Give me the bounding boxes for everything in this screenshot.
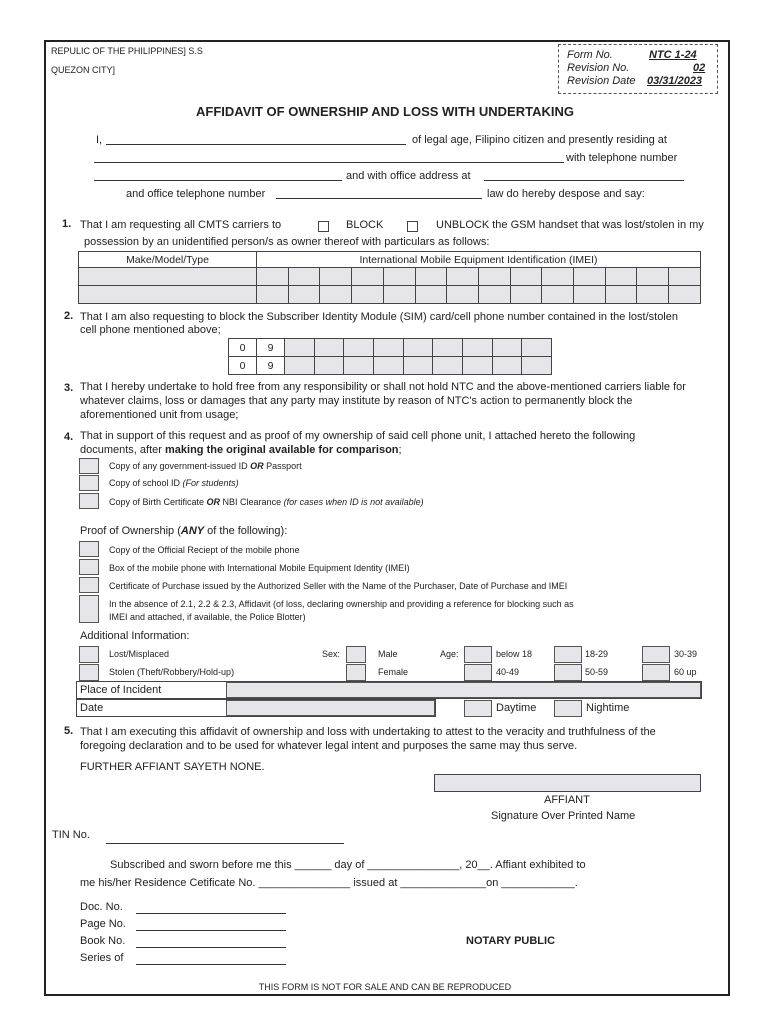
sim-digit-fixed: 0 <box>229 339 257 357</box>
unblock-label: UNBLOCK the GSM handset that was lost/stolen in my <box>436 219 704 231</box>
imei-digit-cell[interactable] <box>415 268 447 286</box>
proof-certificate-checkbox[interactable] <box>79 577 99 593</box>
intro-telephone: with telephone number <box>566 152 678 164</box>
sim-digit-cell[interactable] <box>522 339 552 357</box>
doc-gov-id-checkbox[interactable] <box>79 458 99 474</box>
doc-school-id-checkbox[interactable] <box>79 475 99 491</box>
sim-digit-cell[interactable] <box>462 339 492 357</box>
doc-gov-id-label: Copy of any government-issued ID OR Passport <box>109 461 302 471</box>
doc-birth-cert-label: Copy of Birth Certificate OR NBI Clearance (for cases when ID is not available) <box>109 497 424 507</box>
imei-digit-cell[interactable] <box>320 286 352 304</box>
sim-digit-cell[interactable] <box>403 357 433 375</box>
office-telephone-field[interactable] <box>276 198 482 199</box>
age-label: Age: <box>440 649 459 659</box>
page-no-field[interactable] <box>136 930 286 931</box>
section-1-text-a: That I am requesting all CMTS carriers to <box>80 219 282 231</box>
tin-label: TIN No. <box>52 829 90 841</box>
imei-digit-cell[interactable] <box>478 268 510 286</box>
section-1-number: 1. <box>62 218 72 230</box>
imei-digit-cell[interactable] <box>288 268 320 286</box>
section-3-text-a: That I hereby undertake to hold free from any responsibility or shall not hold NTC and the above-mentioned carriers liable for <box>80 381 686 393</box>
sim-digit-cell[interactable] <box>344 357 374 375</box>
nighttime-label: Nightime <box>586 702 630 714</box>
sim-digit-cell[interactable] <box>373 357 403 375</box>
imei-digit-cell[interactable] <box>447 268 479 286</box>
make-model-cell[interactable] <box>79 286 257 304</box>
proof-box-checkbox[interactable] <box>79 559 99 575</box>
block-checkbox[interactable] <box>318 221 329 232</box>
age-50-59-checkbox[interactable] <box>554 664 582 681</box>
proof-receipt-label: Copy of the Official Reciept of the mobile phone <box>109 545 300 555</box>
section-2-text-b: cell phone mentioned above; <box>80 324 221 336</box>
imei-digit-cell[interactable] <box>637 286 669 304</box>
series-of-label: Series of <box>80 952 124 964</box>
imei-digit-cell[interactable] <box>383 286 415 304</box>
daytime-checkbox[interactable] <box>464 700 492 717</box>
age-60-up-label: 60 up <box>674 667 697 677</box>
proof-receipt-checkbox[interactable] <box>79 541 99 557</box>
book-no-label: Book No. <box>80 935 126 947</box>
sim-digit-cell[interactable] <box>492 357 522 375</box>
imei-digit-cell[interactable] <box>669 286 701 304</box>
stolen-label: Stolen (Theft/Robbery/Hold-up) <box>109 667 235 677</box>
form-border <box>44 40 730 996</box>
book-no-field[interactable] <box>136 947 286 948</box>
age-below-18-label: below 18 <box>496 649 533 659</box>
female-label: Female <box>378 667 409 677</box>
imei-digit-cell[interactable] <box>257 286 289 304</box>
sim-digit-fixed: 0 <box>229 357 257 375</box>
date-input[interactable] <box>226 700 435 716</box>
signature-caption: Signature Over Printed Name <box>491 810 636 822</box>
imei-digit-cell[interactable] <box>352 286 384 304</box>
block-label: BLOCK <box>346 219 384 231</box>
affiant-label: AFFIANT <box>544 794 590 806</box>
female-checkbox[interactable] <box>346 664 366 681</box>
section-5-text-a: That I am executing this affidavit of ownership and loss with undertaking to attest to the veracity and truthfulness of the <box>80 726 656 738</box>
section-5-number: 5. <box>64 725 74 737</box>
section-5-text-b: foregoing declaration and to be used for whatever legal intent and purposes the same may thus serve. <box>80 740 578 752</box>
daytime-label: Daytime <box>496 702 537 714</box>
page-no-label: Page No. <box>80 918 126 930</box>
sworn-text-a: Subscribed and sworn before me this ______ day of _______________, 20__. Affiant exhibited to <box>110 859 586 871</box>
document-title: AFFIDAVIT OF OWNERSHIP AND LOSS WITH UNDERTAKING <box>196 104 574 119</box>
place-of-incident-label: Place of Incident <box>80 684 162 696</box>
sim-digit-cell[interactable] <box>522 357 552 375</box>
office-address-field[interactable] <box>484 180 684 181</box>
sim-digit-cell[interactable] <box>314 357 344 375</box>
make-model-header: Make/Model/Type <box>79 252 257 268</box>
doc-no-label: Doc. No. <box>80 901 123 913</box>
imei-row <box>79 286 701 304</box>
age-18-29-label: 18-29 <box>585 649 609 659</box>
imei-digit-cell[interactable] <box>605 268 637 286</box>
sim-digit-fixed: 9 <box>257 357 285 375</box>
imei-digit-cell[interactable] <box>542 268 574 286</box>
age-40-49-checkbox[interactable] <box>464 664 492 681</box>
place-of-incident-input[interactable] <box>226 682 701 698</box>
imei-digit-cell[interactable] <box>510 286 542 304</box>
intro-office-address: and with office address at <box>346 170 471 182</box>
proof-box-label: Box of the mobile phone with International Mobile Equipment Identity (IMEI) <box>109 563 410 573</box>
imei-digit-cell[interactable] <box>574 286 606 304</box>
imei-digit-cell[interactable] <box>574 268 606 286</box>
proof-certificate-label: Certificate of Purchase issued by the Authorized Seller with the Name of the Purchaser, Date of Purchase and IMEI <box>109 581 568 591</box>
proof-of-ownership-label: Proof of Ownership (ANY of the following): <box>80 525 288 537</box>
section-4-text-b: documents, after making the original available for comparison; <box>80 444 402 456</box>
male-checkbox[interactable] <box>346 646 366 663</box>
make-model-cell[interactable] <box>79 268 257 286</box>
doc-birth-cert-checkbox[interactable] <box>79 493 99 509</box>
section-2-text-a: That I am also requesting to block the Subscriber Identity Module (SIM) card/cell phone number contained in the lost/stolen <box>80 311 678 323</box>
proof-affidavit-checkbox[interactable] <box>79 595 99 623</box>
intro-i: I, <box>96 134 103 146</box>
form-no-label: Form No. <box>567 49 613 61</box>
address-field[interactable] <box>94 162 564 163</box>
revision-date-value: 03/31/2023 <box>647 75 703 87</box>
affiant-signature-input[interactable] <box>434 774 701 792</box>
name-field[interactable] <box>106 144 406 145</box>
section-3-text-b: whatever claims, loss or damages that any party may institute by reason of NTC's action to permanently block the <box>80 395 633 407</box>
age-30-39-label: 30-39 <box>674 649 698 659</box>
imei-digit-cell[interactable] <box>257 268 289 286</box>
unblock-checkbox[interactable] <box>407 221 418 232</box>
sim-digit-cell[interactable] <box>373 339 403 357</box>
nighttime-checkbox[interactable] <box>554 700 582 717</box>
series-of-field[interactable] <box>136 964 286 965</box>
intro-residing: of legal age, Filipino citizen and presently residing at <box>412 134 667 146</box>
further-affiant: FURTHER AFFIANT SAYETH NONE. <box>80 761 265 773</box>
section-4-number: 4. <box>64 431 74 443</box>
telephone-field[interactable] <box>94 180 342 181</box>
sim-number-table <box>228 338 552 375</box>
footer-note: THIS FORM IS NOT FOR SALE AND CAN BE REPRODUCED <box>258 982 512 992</box>
section-3-number: 3. <box>64 382 74 394</box>
sim-digit-cell[interactable] <box>344 339 374 357</box>
imei-digit-cell[interactable] <box>669 268 701 286</box>
age-18-29-checkbox[interactable] <box>554 646 582 663</box>
imei-digit-cell[interactable] <box>415 286 447 304</box>
intro-depose: law do hereby despose and say: <box>487 188 645 200</box>
imei-digit-cell[interactable] <box>383 268 415 286</box>
sim-digit-cell[interactable] <box>492 339 522 357</box>
doc-no-field[interactable] <box>136 913 286 914</box>
age-60-up-checkbox[interactable] <box>642 664 670 681</box>
sim-digit-cell[interactable] <box>285 357 315 375</box>
tin-field[interactable] <box>106 843 344 844</box>
section-1-text-b: possession by an unidentified person/s as owner thereof with particulars as follows: <box>84 236 490 248</box>
imei-digit-cell[interactable] <box>637 268 669 286</box>
lost-label: Lost/Misplaced <box>109 649 170 659</box>
city-header: QUEZON CITY] <box>51 65 116 75</box>
age-below-18-checkbox[interactable] <box>464 646 492 663</box>
imei-digit-cell[interactable] <box>352 268 384 286</box>
doc-school-id-label: Copy of school ID (For students) <box>109 478 239 488</box>
imei-digit-cell[interactable] <box>447 286 479 304</box>
section-2-number: 2. <box>64 310 74 322</box>
sex-label: Sex: <box>322 649 341 659</box>
age-30-39-checkbox[interactable] <box>642 646 670 663</box>
form-info-box <box>558 44 718 94</box>
imei-digit-cell[interactable] <box>542 286 574 304</box>
sim-digit-cell[interactable] <box>285 339 315 357</box>
stolen-checkbox[interactable] <box>79 664 99 681</box>
proof-affidavit-label-b: IMEI and attached, if available, the Police Blotter) <box>109 612 306 622</box>
imei-table <box>78 251 701 304</box>
age-50-59-label: 50-59 <box>585 667 609 677</box>
notary-public-label: NOTARY PUBLIC <box>466 935 556 947</box>
additional-info-label: Additional Information: <box>80 630 190 642</box>
revision-date-label: Revision Date <box>567 75 636 87</box>
sworn-text-b: me his/her Residence Cetificate No. _______________ issued at ______________on ____________. <box>80 877 578 889</box>
sim-digit-cell[interactable] <box>403 339 433 357</box>
imei-digit-cell[interactable] <box>605 286 637 304</box>
sim-digit-cell[interactable] <box>462 357 492 375</box>
sim-digit-fixed: 9 <box>257 339 285 357</box>
age-40-49-label: 40-49 <box>496 667 520 677</box>
imei-digit-cell[interactable] <box>288 286 320 304</box>
sim-digit-cell[interactable] <box>433 357 463 375</box>
male-label: Male <box>378 649 398 659</box>
section-3-text-c: aforementioned unit from usage; <box>80 409 239 421</box>
republic-header: REPULIC OF THE PHILIPPINES] S.S <box>51 46 203 56</box>
imei-digit-cell[interactable] <box>478 286 510 304</box>
date-label: Date <box>80 702 104 714</box>
imei-header: International Mobile Equipment Identification (IMEI) <box>257 252 701 268</box>
imei-row <box>79 268 701 286</box>
imei-digit-cell[interactable] <box>510 268 542 286</box>
sim-digit-cell[interactable] <box>433 339 463 357</box>
imei-digit-cell[interactable] <box>320 268 352 286</box>
form-no-value: NTC 1-24 <box>649 49 697 61</box>
section-4-text-a: That in support of this request and as proof of my ownership of said cell phone unit, I attached hereto the following <box>80 430 636 442</box>
intro-office-telephone: and office telephone number <box>126 188 266 200</box>
proof-affidavit-label-a: In the absence of 2.1, 2.2 & 2.3, Affidavit (of loss, declaring ownership and providing a reference for blocking such as <box>109 599 574 609</box>
revision-no-label: Revision No. <box>567 62 630 74</box>
revision-no-value: 02 <box>693 62 706 74</box>
lost-checkbox[interactable] <box>79 646 99 663</box>
sim-digit-cell[interactable] <box>314 339 344 357</box>
